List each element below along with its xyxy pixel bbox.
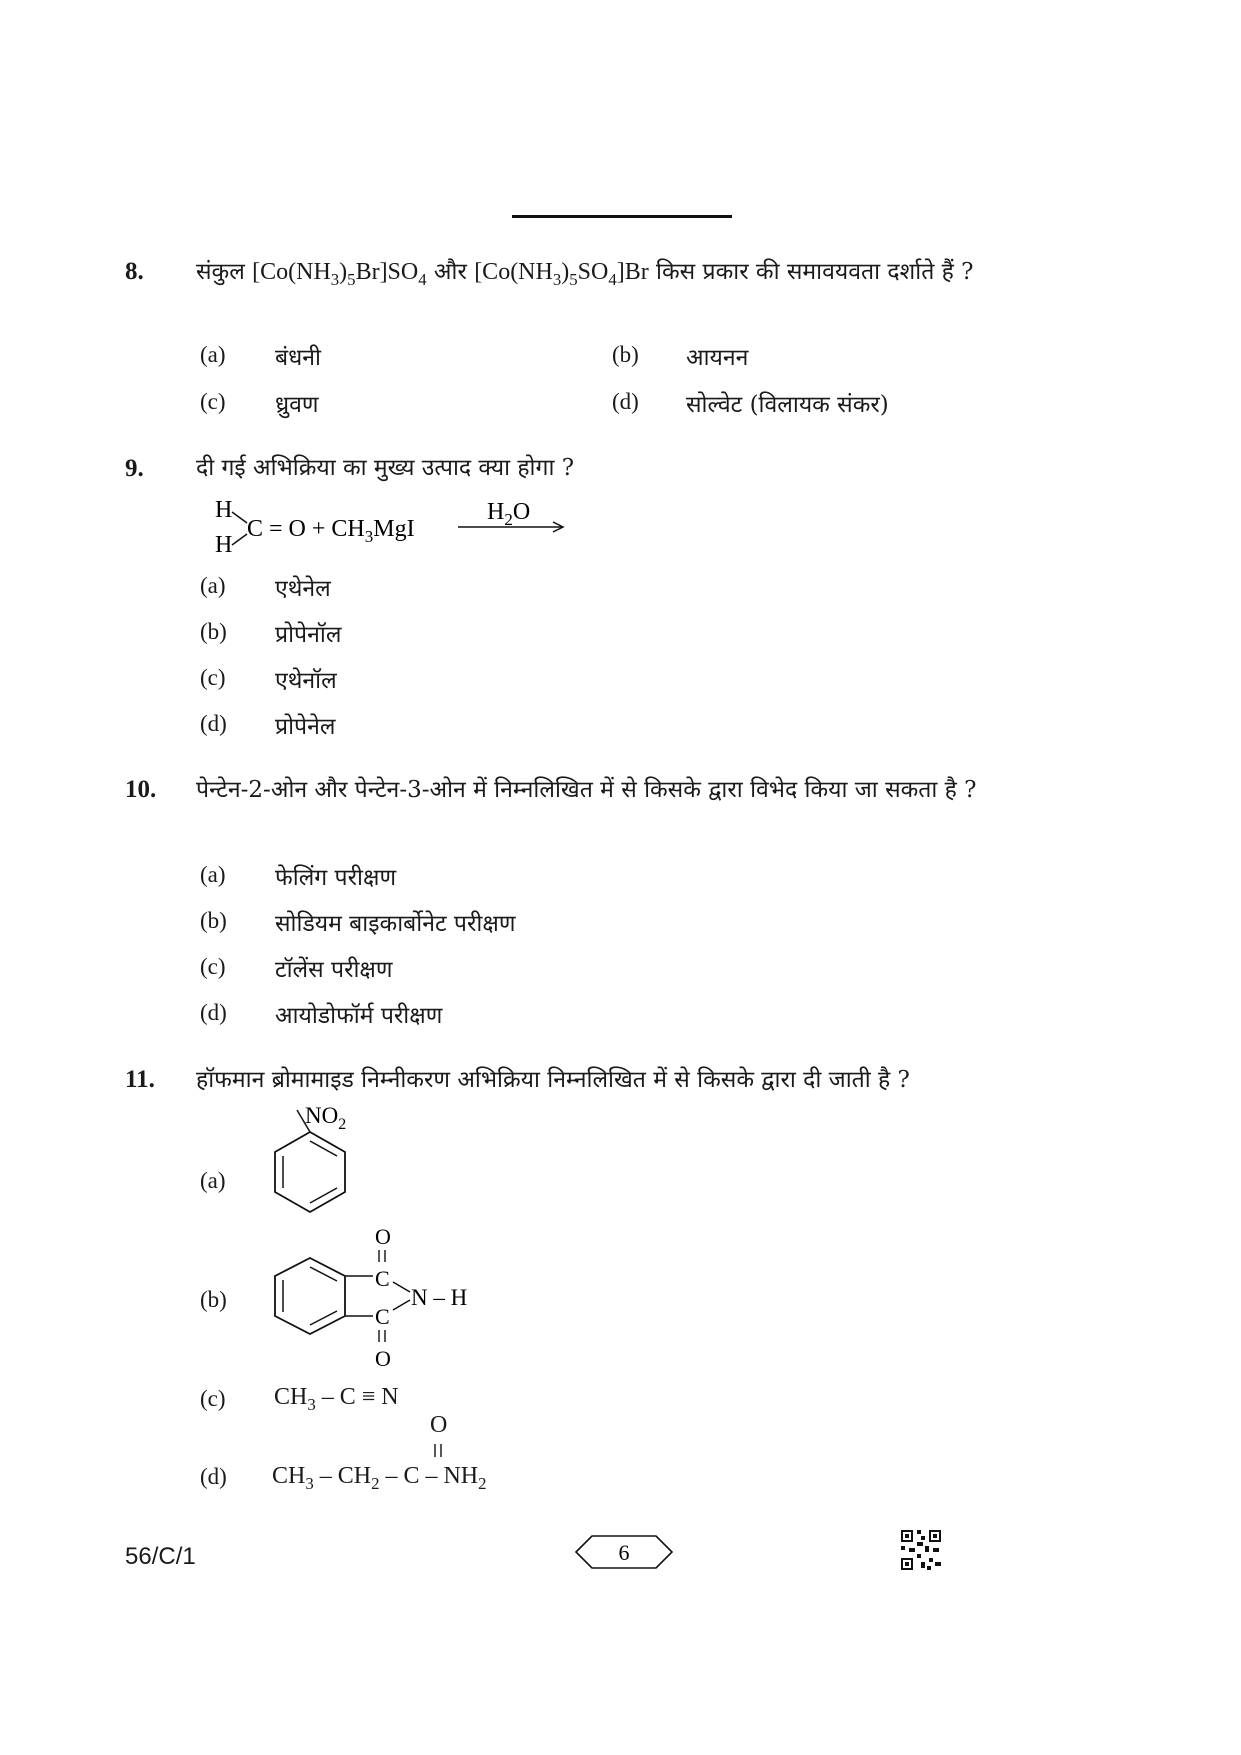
q8-option-d-label[interactable]: (d): [612, 389, 639, 414]
q10-option-b-text: सोडियम बाइकार्बोनेट परीक्षण: [275, 911, 516, 937]
q10-option-c-label[interactable]: (c): [200, 954, 226, 979]
q9-option-a-label[interactable]: (a): [200, 573, 226, 598]
q11-option-a-label[interactable]: (a): [200, 1168, 226, 1193]
header-rule: [512, 215, 732, 218]
q9-reaction: [205, 490, 595, 560]
q11-option-d-oxygen: O: [430, 1412, 448, 1438]
q8-option-d-text: सोल्वेट (विलायक संकर): [686, 392, 889, 418]
q11-option-d-label[interactable]: (d): [200, 1464, 227, 1489]
q8-option-c-label[interactable]: (c): [200, 389, 226, 414]
q10-option-a-label[interactable]: (a): [200, 862, 226, 887]
q10-option-b-label[interactable]: (b): [200, 908, 227, 933]
q9-option-a-text: एथेनेल: [275, 576, 331, 602]
q8-text-suffix: किस प्रकार की समावयवता दर्शाते हैं ?: [648, 259, 974, 285]
q8-option-a-text: बंधनी: [275, 345, 321, 371]
question-10-number: 10.: [125, 776, 157, 803]
q8-option-c-text: ध्रुवण: [275, 392, 319, 418]
q9-h-top: H: [215, 497, 233, 523]
q10-option-c-text: टॉलेंस परीक्षण: [275, 957, 393, 983]
q11-d-double-bond: [430, 1442, 450, 1460]
phthalimide-o-top: O: [375, 1224, 391, 1249]
q11-option-c-formula: $CH_3 - C \equiv N$: [274, 1384, 399, 1414]
q11-option-b-label[interactable]: (b): [200, 1287, 227, 1312]
page-number-box: [574, 1534, 674, 1570]
q9-option-b-text: प्रोपेनॉल: [275, 622, 342, 648]
q9-reagent: $H_2O$: [487, 499, 531, 529]
q10-option-d-text: आयोडोफॉर्म परीक्षण: [275, 1003, 443, 1029]
q8-option-b-label[interactable]: (b): [612, 342, 639, 367]
q10-option-d-label[interactable]: (d): [200, 1000, 227, 1025]
q9-h-bottom: H: [215, 532, 233, 558]
q9-option-c-label[interactable]: (c): [200, 665, 226, 690]
q9-option-d-label[interactable]: (d): [200, 711, 227, 736]
q10-option-a-text: फेलिंग परीक्षण: [275, 865, 397, 891]
q11-option-c-label[interactable]: (c): [200, 1386, 226, 1411]
paper-code: 56/C/1: [125, 1543, 196, 1570]
q9-bond-top: [232, 512, 247, 523]
question-11-text: हॉफमान ब्रोमामाइड निम्नीकरण अभिक्रिया निम्नलिखित में से किसके द्वारा दी जाती है ?: [196, 1067, 910, 1093]
q8-option-a-label[interactable]: (a): [200, 342, 226, 367]
q11-option-b-structure: [265, 1218, 545, 1378]
question-8-text: [196, 252, 1054, 300]
benzene-ring: [275, 1132, 345, 1212]
q8-option-b-text: आयनन: [686, 345, 749, 371]
phthalimide-o-bottom: O: [375, 1346, 391, 1371]
q9-reaction-core: $C = O + CH_3MgI$: [247, 516, 415, 546]
q9-option-b-label[interactable]: (b): [200, 619, 227, 644]
q8-text-mid: और: [426, 259, 475, 285]
question-10-text: पेन्टेन-2-ओन और पेन्टेन-3-ओन में निम्नलिखित में से किसके द्वारा विभेद किया जा सकता है ?: [196, 777, 977, 803]
phthalimide-c-bottom: C: [375, 1304, 390, 1329]
question-8-number: 8.: [125, 258, 144, 285]
page-number: 6: [618, 1540, 630, 1565]
qr-code: [901, 1530, 941, 1570]
phthalimide-nh: N – H: [411, 1285, 468, 1310]
question-11-number: 11.: [125, 1066, 155, 1093]
question-9-number: 9.: [125, 455, 144, 482]
q11-option-d-formula: $CH_3 - CH_2$ – C – $NH_2$: [272, 1463, 487, 1493]
q11-option-a-structure: [265, 1098, 395, 1216]
q9-option-d-text: प्रोपेनेल: [275, 714, 336, 740]
nitro-group-label: $NO_2$: [305, 1103, 347, 1133]
q9-option-c-text: एथेनॉल: [275, 668, 337, 694]
q8-formula-1: $[Co(NH_3)_5Br]SO_4$: [252, 259, 427, 289]
q8-text-prefix: संकुल: [196, 259, 253, 285]
q8-formula-2: $[Co(NH_3)_5SO_4]Br$: [474, 259, 649, 289]
q9-bond-bottom: [232, 534, 247, 545]
question-9-text: दी गई अभिक्रिया का मुख्य उत्पाद क्या होगा ?: [196, 455, 575, 481]
phthalimide-c-top: C: [375, 1266, 390, 1291]
phthalimide-ring: [275, 1258, 345, 1334]
